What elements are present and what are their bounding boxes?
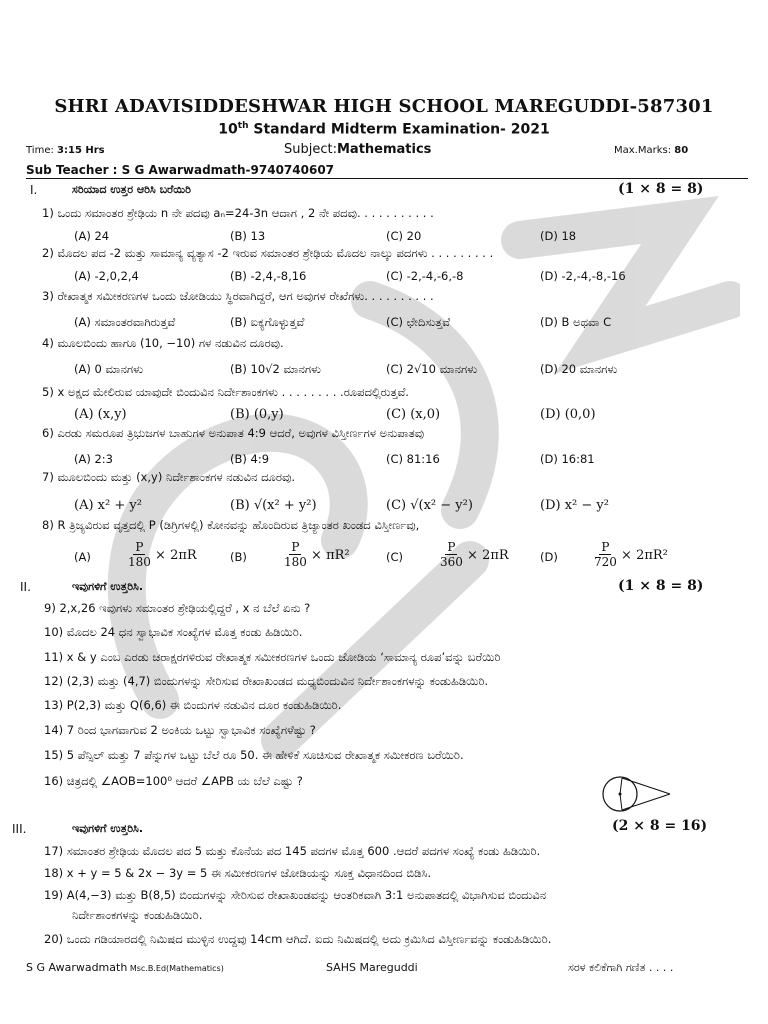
option-3-b: (B) ಐಕ್ಯಗೊಳ್ಳುತ್ತವೆ (230, 315, 305, 329)
question-16: 16) ಚಿತ್ರದಲ್ಲಿ ∠AOB=100⁰ ಆದರೆ ∠APB ಯ ಬೆಲೆ ಎಷ್ಟು ? (44, 774, 303, 788)
question-11: 11) x & y ಎಂಬ ಎರಡು ಚರಾಕ್ಷರಗಳಿರುವ ರೇಖಾತ್ಮಕ ಸಮೀಕರಣಗಳ ಒಂದು ಜೋಡಿಯ ‘ಸಾಮಾನ್ಯ ರೂಪ’ವನ್ನು ಬರೆಯಿರಿ (44, 650, 501, 664)
option-7-d: (D) x² − y² (540, 498, 609, 513)
question-13: 13) P(2,3) ಮತ್ತು Q(6,6) ಈ ಬಿಂದುಗಳ ನಡುವಿನ ದೂರ ಕಂಡುಹಿಡಿಯಿರಿ. (44, 698, 342, 712)
footer-school: SAHS Mareguddi (326, 961, 418, 974)
question-line-2: 18) x + y = 5 & 2x − 3y = 5 ಈ ಸಮೀಕರಣಗಳ ಜೋಡಿಯನ್ನು ಸೂಕ್ತ ವಿಧಾನದಿಂದ ಬಿಡಿಸಿ. (44, 866, 432, 880)
question-3: 3) ರೇಖಾತ್ಮಕ ಸಮೀಕರಣಗಳ ಒಂದು ಜೋಡಿಯು ಸ್ಥಿರವಾಗಿದ್ದರೆ, ಆಗ ಅವುಗಳ ರೇಖೆಗಳು. . . . . . . . . . (42, 289, 434, 303)
option-3-c: (C) ಛೇದಿಸುತ್ತವೆ (386, 315, 451, 329)
question-10: 10) ಮೊದಲ 24 ಧನ ಸ್ವಾಭಾವಿಕ ಸಂಖ್ಯೆಗಳ ಮೊತ್ತ ಕಂಡು ಹಿಡಿಯಿರಿ. (44, 625, 303, 639)
question-line-1: 17) ಸಮಾಂತರ ಶ್ರೇಢಿಯ ಮೊದಲ ಪದ 5 ಮತ್ತು ಕೊನೆಯ ಪದ 145 ಪದಗಳ ಮೊತ್ತ 600 .ಆದರೆ ಪದಗಳ ಸಂಖ್ಯೆ ಕಂಡು ಹಿಡಿಯಿರಿ. (44, 844, 541, 858)
fraction-tail: × 2πR (462, 548, 509, 563)
option-8-fraction-3 (440, 540, 509, 569)
fraction-denominator: 720 (594, 555, 617, 569)
question-2: 2) ಮೊದಲ ಪದ -2 ಮತ್ತು ಸಾಮಾನ್ಯ ವ್ಯತ್ಯಾಸ -2 ಇರುವ ಸಮಾಂತರ ಶ್ರೇಢಿಯ ಮೊದಲ ನಾಲ್ಕು ಪದಗಳು . . . . . . . . . (42, 246, 494, 260)
option-1-c: (C) 20 (386, 229, 422, 243)
circle-tangent-figure (600, 770, 675, 818)
option-2-d: (D) -2,-4,-8,-16 (540, 269, 626, 283)
question-line-3: 19) A(4,−3) ಮತ್ತು B(8,5) ಬಿಂದುಗಳನ್ನು ಸೇರಿಸುವ ರೇಖಾಖಂಡವನ್ನು ಆಂತರಿಕವಾಗಿ 3:1 ಅನುಪಾತದಲ್ಲಿ ವಿಭಾಗಿಸುವ ಬಿಂದುವಿನ (44, 888, 547, 902)
question-line-5: 20) ಒಂದು ಗಡಿಯಾರದಲ್ಲಿ ನಿಮಿಷದ ಮುಳ್ಳಿನ ಉದ್ದವು 14cm ಆಗಿದೆ. ಐದು ನಿಮಿಷದಲ್ಲಿ ಅದು ಕ್ರಮಿಸಿದ ವಿಸ್ತೀರ್ಣವನ್ನು ಕಂಡುಹಿಡಿಯಿರಿ. (44, 932, 552, 946)
fraction-numerator: P (447, 540, 456, 554)
option-6-b: (B) 4:9 (230, 452, 270, 466)
option-3-a: (A) ಸಮಾಂತರವಾಗಿರುತ್ತವೆ (74, 315, 176, 329)
question-12: 12) (2,3) ಮತ್ತು (4,7) ಬಿಂದುಗಳನ್ನು ಸೇರಿಸುವ ರೇಖಾಖಂಡದ ಮಧ್ಯಬಿಂದುವಿನ ನಿರ್ದೇಶಾಂಕಗಳನ್ನು ಕಂಡುಹಿಡಿಯಿರಿ. (44, 674, 489, 688)
option-8-fraction-4 (594, 540, 668, 569)
fraction-numerator: P (291, 540, 300, 554)
exam-title: 10th Standard Midterm Examination- 2021 (218, 121, 550, 138)
option-7-c: (C) √(x² − y²) (386, 498, 473, 513)
option-1-b: (B) 13 (230, 229, 266, 243)
option-8-c: (C) (386, 550, 404, 564)
option-8-fraction-1 (128, 540, 197, 569)
time-info: Time: 3:15 Hrs (26, 145, 105, 156)
section1-title: ಸರಿಯಾದ ಉತ್ತರ ಆರಿಸಿ ಬರೆಯಿರಿ (72, 183, 191, 196)
fraction-denominator: 180 (128, 555, 151, 569)
fraction-denominator: 360 (440, 555, 463, 569)
question-7: 7) ಮೂಲಬಿಂದು ಮತ್ತು (x,y) ನಿರ್ದೇಶಾಂಕಗಳ ನಡುವಿನ ದೂರವು. (42, 470, 295, 484)
option-2-c: (C) -2,-4,-6,-8 (386, 269, 464, 283)
subject-info: Subject:Mathematics (284, 142, 432, 157)
section1-number: I. (30, 183, 38, 197)
section3-marks: (2 × 8 = 16) (612, 818, 708, 834)
fraction-denominator: 180 (284, 555, 307, 569)
section3-title: ಇವುಗಳಿಗೆ ಉತ್ತರಿಸಿ. (72, 822, 144, 835)
option-1-d: (D) 18 (540, 229, 577, 243)
option-8-a: (A) (74, 550, 91, 564)
header-rule (26, 178, 748, 179)
max-marks: Max.Marks: 80 (614, 145, 689, 156)
section2-title: ಇವುಗಳಿಗೆ ಉತ್ತರಿಸಿ. (72, 580, 144, 593)
option-4-d: (D) 20 ಮಾನಗಳು (540, 362, 618, 376)
option-4-c: (C) 2√10 ಮಾನಗಳು (386, 362, 478, 376)
option-4-a: (A) 0 ಮಾನಗಳು (74, 362, 143, 376)
question-8: 8) R ತ್ರಿಜ್ಯವಿರುವ ವೃತ್ತದಲ್ಲಿ P (ಡಿಗ್ರಿಗಳಲ್ಲಿ) ಕೋನವನ್ನು ಹೊಂದಿರುವ ತ್ರಿಜ್ಯಾಂತರ ಖಂಡದ ವಿಸ್ತೀರ್ಣವು, (42, 518, 420, 532)
option-5-d: (D) (0,0) (540, 407, 596, 422)
fraction-numerator: P (135, 540, 144, 554)
option-5-c: (C) (x,0) (386, 407, 441, 422)
option-7-a: (A) x² + y² (74, 498, 142, 513)
option-1-a: (A) 24 (74, 229, 110, 243)
option-2-b: (B) -2,4,-8,16 (230, 269, 307, 283)
question-1: 1) ಒಂದು ಸಮಾಂತರ ಶ್ರೇಢಿಯ n ನೇ ಪದವು aₙ=24-3n ಆದಾಗ , 2 ನೇ ಪದವು. . . . . . . . . . . (42, 206, 434, 220)
sub-teacher: Sub Teacher : S G Awarwadmath-9740740607 (26, 163, 335, 177)
option-6-d: (D) 16:81 (540, 452, 595, 466)
section2-number: II. (20, 580, 31, 594)
option-4-b: (B) 10√2 ಮಾನಗಳು (230, 362, 321, 376)
section2-marks: (1 × 8 = 8) (618, 578, 704, 594)
option-8-d: (D) (540, 550, 558, 564)
option-5-a: (A) (x,y) (74, 407, 127, 422)
option-6-c: (C) 81:16 (386, 452, 440, 466)
question-5: 5) x ಅಕ್ಷದ ಮೇಲಿರುವ ಯಾವುದೇ ಬಿಂದುವಿನ ನಿರ್ದೇಶಾಂಕಗಳು . . . . . . . . .ರೂಪದಲ್ಲಿರುತ್ತವೆ. (42, 385, 409, 399)
question-15: 15) 5 ಪೆನ್ಸಿಲ್ ಮತ್ತು 7 ಪೆನ್ನುಗಳ ಒಟ್ಟು ಬೆಲೆ ರೂ 50. ಈ ಹೇಳಿಕೆ ಸೂಚಿಸುವ ರೇಖಾತ್ಮಕ ಸಮೀಕರಣ ಬರೆಯಿರಿ. (44, 748, 464, 762)
option-5-b: (B) (0,y) (230, 407, 284, 422)
fraction-tail: × 2πR (150, 548, 197, 563)
school-name: SHRI ADAVISIDDESHWAR HIGH SCHOOL MAREGUDDI-587301 (54, 96, 714, 117)
fraction-numerator: P (601, 540, 610, 554)
question-line-4: ನಿರ್ದೇಶಾಂಕಗಳನ್ನು ಕಂಡುಹಿಡಿಯಿರಿ. (72, 908, 203, 922)
option-6-a: (A) 2:3 (74, 452, 114, 466)
option-3-d: (D) B ಅಥವಾ C (540, 315, 612, 329)
option-7-b: (B) √(x² + y²) (230, 498, 317, 513)
section1-marks: (1 × 8 = 8) (618, 181, 704, 197)
option-8-fraction-2 (284, 540, 350, 569)
question-4: 4) ಮೂಲಬಿಂದು ಹಾಗೂ (10, −10) ಗಳ ನಡುವಿನ ದೂರವು. (42, 336, 284, 350)
fraction-tail: × πR² (306, 548, 350, 563)
footer-motto: ಸರಳ ಕಲಿಕೆಗಾಗಿ ಗಣಿತ . . . . (568, 961, 674, 974)
option-2-a: (A) -2,0,2,4 (74, 269, 139, 283)
footer-author: S G Awarwadmath Msc.B.Ed(Mathematics) (26, 961, 224, 974)
question-14: 14) 7 ರಿಂದ ಭಾಗವಾಗುವ 2 ಅಂಕಿಯ ಒಟ್ಟು ಸ್ವಾಭಾವಿಕ ಸಂಖ್ಯೆಗಳೆಷ್ಟು ? (44, 723, 316, 737)
option-8-b: (B) (230, 550, 247, 564)
fraction-tail: × 2πR² (616, 548, 668, 563)
question-9: 9) 2,x,26 ಇವುಗಳು ಸಮಾಂತರ ಶ್ರೇಢಿಯಲ್ಲಿದ್ದರೆ , x ನ ಬೆಲೆ ಏನು ? (44, 601, 311, 615)
section3-number: III. (12, 822, 27, 836)
question-6: 6) ಎರಡು ಸಮರೂಪ ತ್ರಿಭುಜಗಳ ಬಾಹುಗಳ ಅನುಪಾತ 4:9 ಆದರೆ, ಅವುಗಳ ವಿಸ್ತೀರ್ಣಗಳ ಅನುಪಾತವು (42, 426, 425, 440)
